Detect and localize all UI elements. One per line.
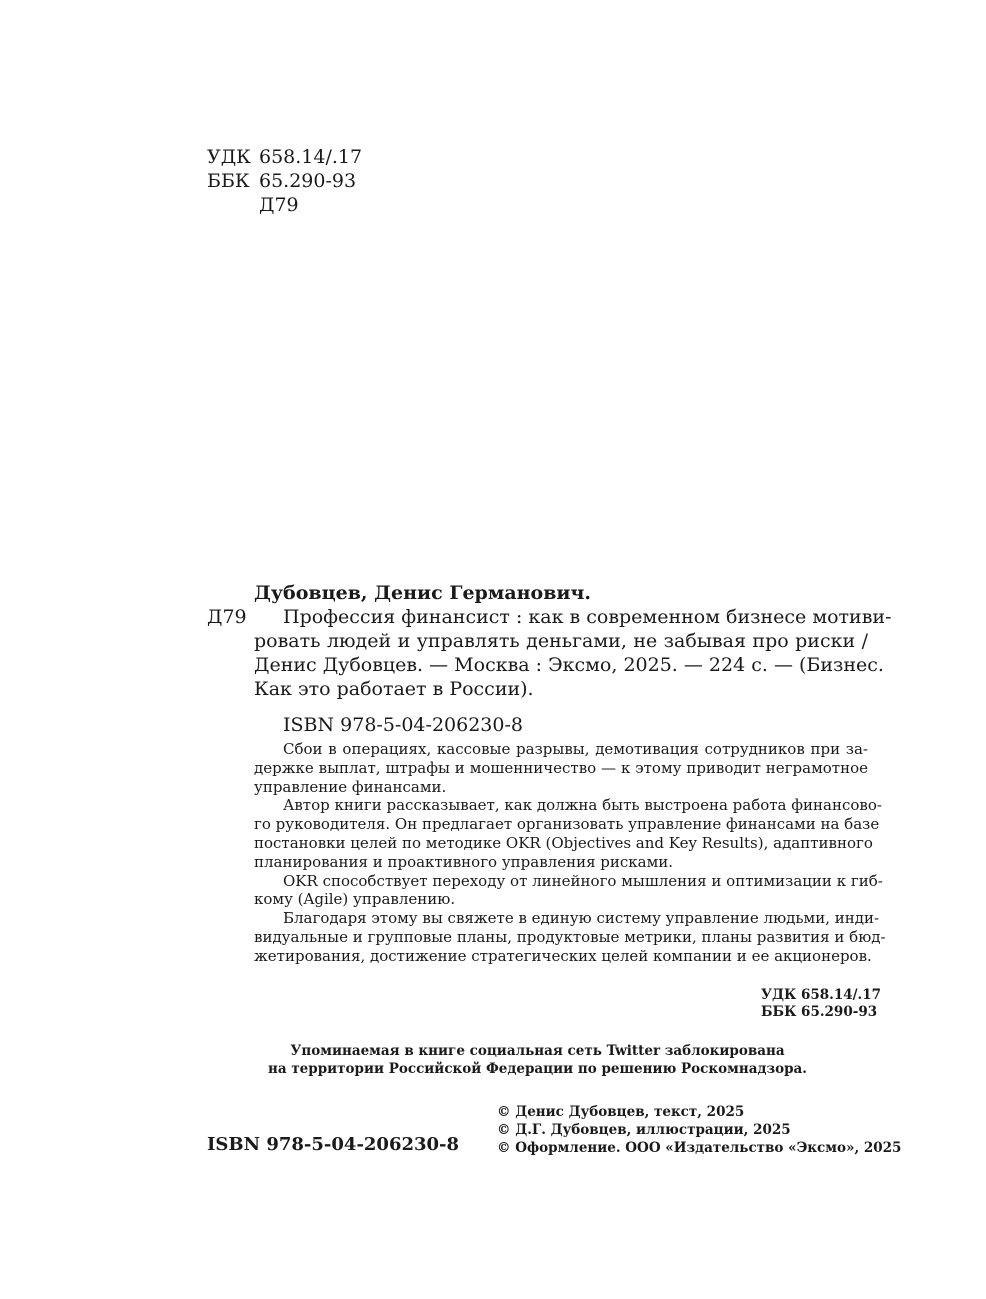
annotation-line: планирования и проактивного управления рисками. bbox=[254, 852, 674, 871]
annotation-line: Благодаря этому вы свяжете в единую систему управление людьми, инди- bbox=[283, 909, 880, 928]
annotation-line: кому (Agile) управлению. bbox=[254, 890, 456, 909]
copyright-line: © Денис Дубовцев, текст, 2025 bbox=[497, 1104, 745, 1120]
annotation-line: постановки целей по методике OKR (Objectives and Key Results), адаптивного bbox=[254, 833, 873, 852]
legal-notice bbox=[207, 1042, 868, 1078]
annotation-line: Сбои в операциях, кассовые разрывы, демотивация сотрудников при за- bbox=[283, 740, 868, 758]
biblio-line: Денис Дубовцев. — Москва : Эксмо, 2025. — 224 с. — (Бизнес. bbox=[254, 654, 884, 676]
bbk-row-top bbox=[207, 169, 356, 193]
author-code-left: Д79 bbox=[207, 606, 247, 628]
udk-label: УДК bbox=[207, 146, 251, 168]
bbk-bottom: ББК 65.290-93 bbox=[761, 1004, 878, 1020]
notice-line: Упоминаемая в книге социальная сеть Twitter заблокирована bbox=[290, 1043, 785, 1059]
annotation-line: OKR способствует переходу от линейного мышления и оптимизации к гиб- bbox=[283, 871, 883, 890]
isbn-bottom: ISBN 978-5-04-206230-8 bbox=[207, 1134, 460, 1155]
bbk-label: ББК bbox=[207, 170, 250, 192]
annotation-line: Автор книги рассказывает, как должна быть выстроена работа финансово- bbox=[283, 796, 882, 815]
biblio-line: Профессия финансист : как в современном бизнесе мотиви- bbox=[283, 606, 892, 628]
biblio-line: ровать людей и управлять деньгами, не забывая про риски / bbox=[254, 630, 868, 652]
copyright-line: © Оформление. ООО «Издательство «Эксмо», 2025 bbox=[497, 1140, 902, 1156]
annotation-line: жетирования, достижение стратегических целей компании и ее акционеров. bbox=[254, 946, 872, 965]
udk-bottom: УДК 658.14/.17 bbox=[761, 987, 882, 1003]
isbn-record: ISBN 978-5-04-206230-8 bbox=[283, 714, 523, 736]
annotation bbox=[254, 740, 886, 966]
udk-value: 658.14/.17 bbox=[259, 146, 363, 168]
author-name: Дубовцев, Денис Германович. bbox=[254, 582, 592, 604]
annotation-line: держке выплат, штрафы и мошенничество — к этому приводит неграмотное bbox=[254, 758, 868, 777]
annotation-line: го руководителя. Он предлагает организовать управление финансами на базе bbox=[254, 815, 880, 834]
author-code-top: Д79 bbox=[259, 194, 299, 216]
bbk-value: 65.290-93 bbox=[259, 170, 357, 192]
biblio-line: Как это работает в России). bbox=[254, 678, 534, 700]
copyright-line: © Д.Г. Дубовцев, иллюстрации, 2025 bbox=[497, 1122, 791, 1138]
annotation-line: управление финансами. bbox=[254, 777, 447, 796]
bibliographic-description bbox=[254, 605, 892, 701]
notice-line: на территории Российской Федерации по решению Роскомнадзора. bbox=[267, 1061, 808, 1077]
copyright-block bbox=[497, 1103, 901, 1157]
author-code-row-top bbox=[207, 193, 299, 217]
annotation-line: видуальные и групповые планы, продуктовые метрики, планы развития и бюд- bbox=[254, 927, 886, 946]
udk-row-top bbox=[207, 145, 362, 169]
